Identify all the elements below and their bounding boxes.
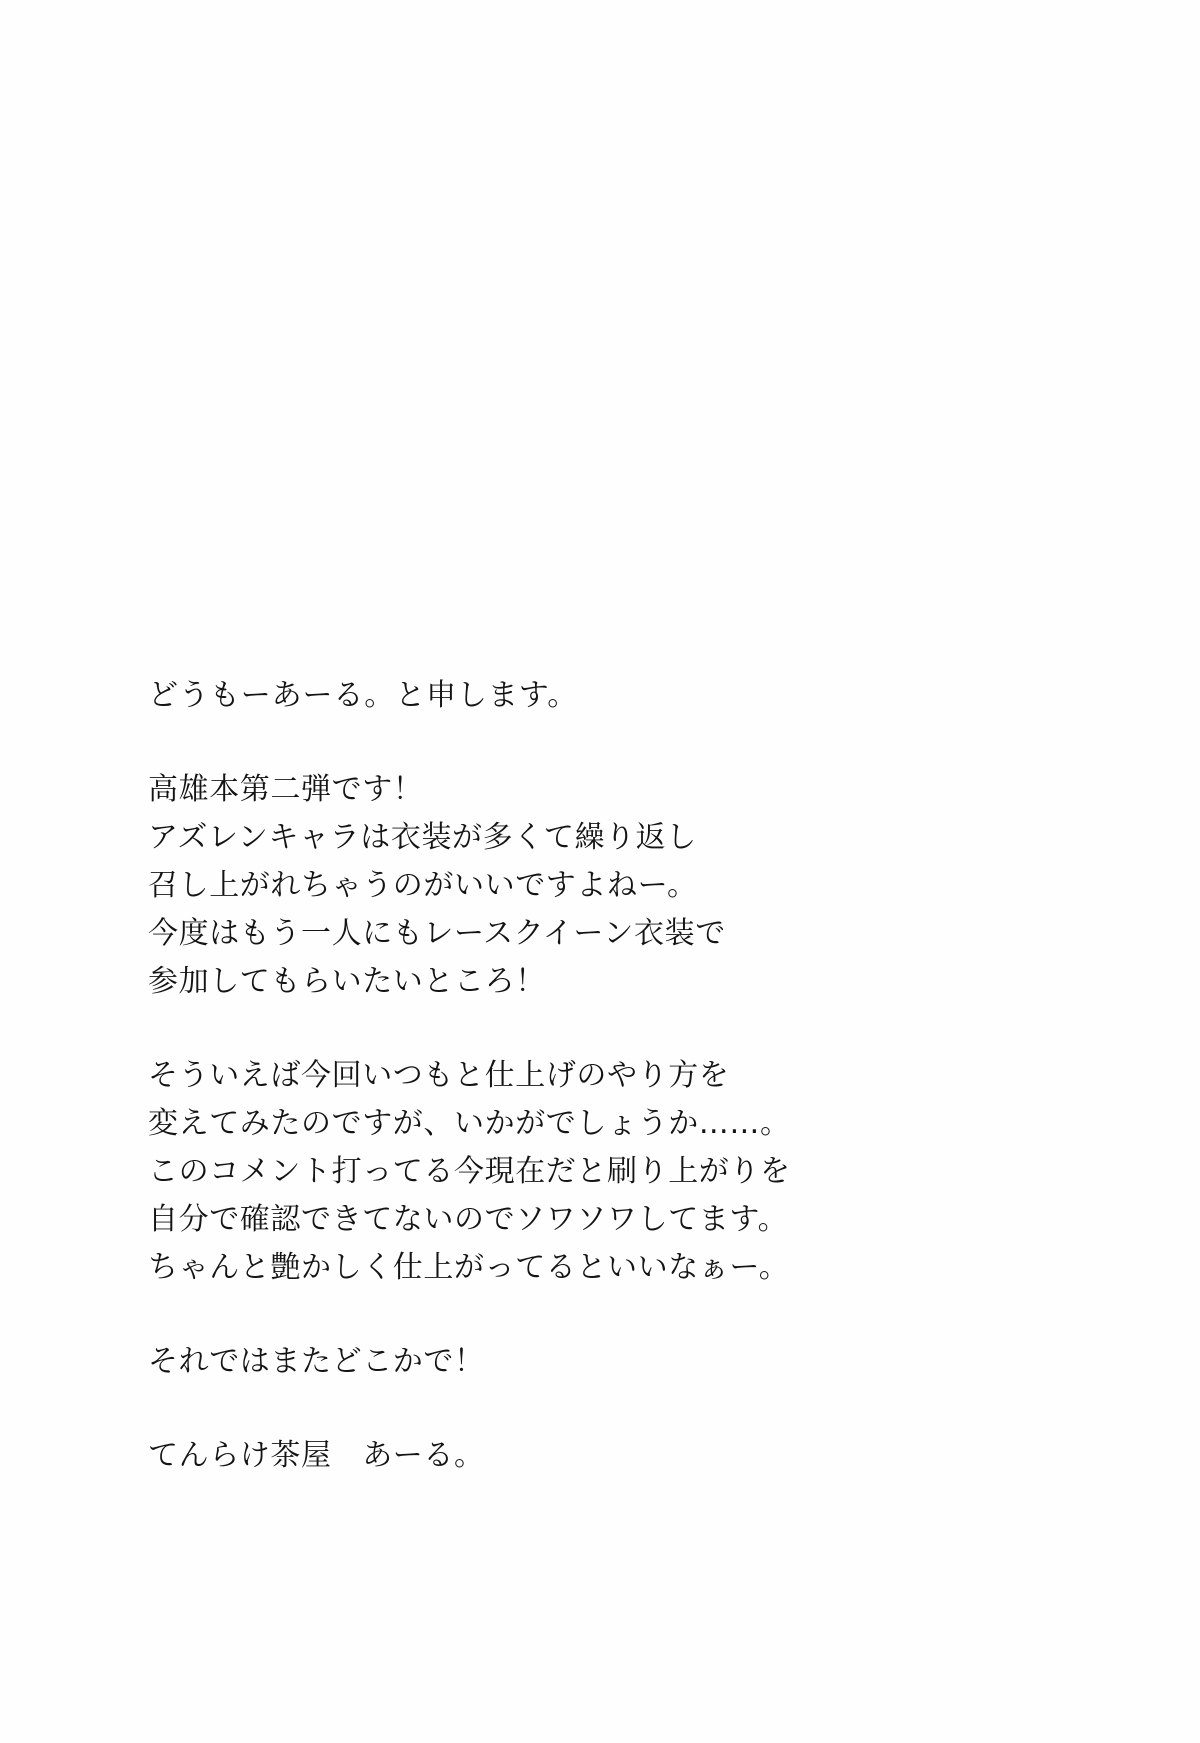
text-line: 召し上がれちゃうのがいいですよねー。 xyxy=(148,868,698,903)
text-line: 参加してもらいたいところ！ xyxy=(148,964,546,999)
paragraph-finishing-notes xyxy=(148,1052,1048,1292)
text-line: このコメント打ってる今現在だと刷り上がりを xyxy=(148,1154,791,1189)
text-line: 変えてみたのですが、いかがでしょうか……。 xyxy=(148,1106,791,1141)
paragraph-book-intro xyxy=(148,766,1048,1006)
text-line: 自分で確認できてないのでソワソワしてます。 xyxy=(148,1202,789,1237)
paragraph-greeting xyxy=(148,672,1048,720)
text-line: ちゃんと艶かしく仕上がってるといいなぁー。 xyxy=(148,1250,790,1285)
text-line: アズレンキャラは衣装が多くて繰り返し xyxy=(148,820,697,855)
text-line: そういえば今回いつもと仕上げのやり方を xyxy=(148,1058,730,1093)
text-line: それではまたどこかで！ xyxy=(148,1344,485,1379)
text-line: 今度はもう一人にもレースクイーン衣装で xyxy=(148,916,726,951)
text-line: 高雄本第二弾です！ xyxy=(148,772,424,807)
text-line: どうもーあーる。と申します。 xyxy=(148,678,579,713)
paragraph-farewell xyxy=(148,1338,1048,1386)
paragraph-signature xyxy=(148,1432,1048,1480)
afterword-text-block xyxy=(148,672,1048,1480)
signature-line: てんらけ茶屋 あーる。 xyxy=(148,1438,485,1473)
